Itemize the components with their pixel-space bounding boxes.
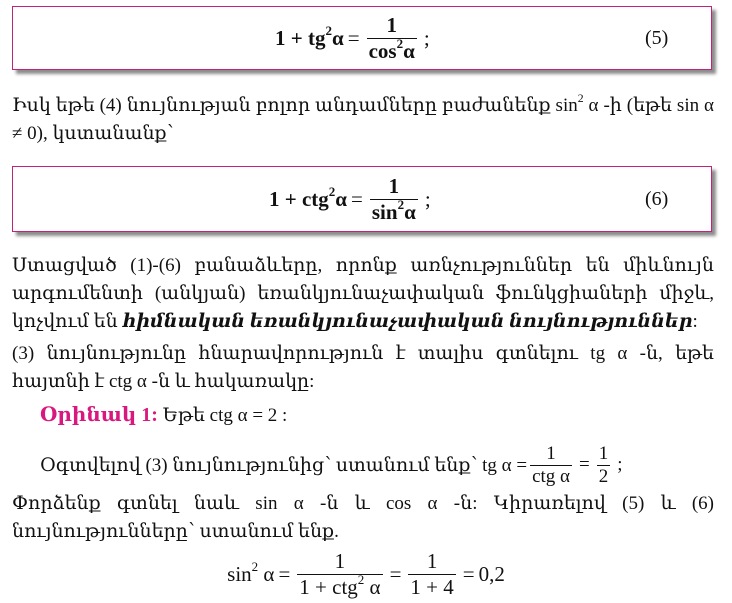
formula-5-lhs: $1 + tg^2\alpha$ — [275, 22, 344, 50]
equation-number-5: (5) — [645, 26, 669, 49]
paragraph-identity-3: (3) նույնությունը հնարավորություն է տալիս գտնելու tg α -ն, եթե հայտնի է ctg α -ն և հակառակը: — [12, 343, 714, 392]
example-heading — [40, 402, 287, 427]
paragraph-divide-identity: Իսկ եթե (4) նույնության բոլոր անդամները բաժանենք $\sin^2 \alpha$ -ի (եթե sin α ≠ 0), կստանանք՝ — [12, 91, 714, 144]
paragraph-basic-identities: Ստացված (1)-(6) բանաձևերը, որոնք առնչություններ են միևնույն արգումենտի (անկյան) եռանկյունաչափական ֆունկցիաների միջև, կոչվում են հիմնական եռանկյունաչափական նույնություններ: — [12, 255, 714, 332]
formula-box-6 — [12, 166, 712, 232]
formula-6-tail: ; — [424, 186, 431, 211]
formula-5-fraction: $\frac{1}{\cos^2\alpha}$ — [368, 13, 415, 63]
line-using-identity-3: Օգտվելով (3) նույնությունից՝ ստանում ենք՝ tg α = $\frac{1}{\text{ctg α}}$ = $\frac{1}{2}$ ; — [40, 440, 627, 490]
formula-6 — [269, 167, 435, 231]
formula-5 — [275, 7, 434, 69]
example-condition: Եթե ctg α = 2 : — [162, 405, 288, 426]
formula-6-equals: = — [351, 186, 363, 211]
paragraph-find-sin-cos: Փորձենք գտնել նաև sin α -ն և cos α -ն: Կիրառելով (5) և (6) նույնությունները՝ ստանում ենք. — [12, 493, 714, 542]
example-label: Օրինակ 1: — [40, 404, 158, 426]
sin-squared-equation: $\sin^2 \alpha$ = $\frac{1}{1 + ctg^2 \alpha}$ = $\frac{1}{1 + 4}$ = 0,2 — [227, 549, 505, 599]
formula-6-fraction: $\frac{1}{\sin^2\alpha}$ — [371, 174, 416, 224]
formula-5-tail: ; — [423, 25, 430, 50]
term-basic-identities: հիմնական եռանկյունաչափական նույնություններ — [122, 311, 693, 332]
formula-box-5 — [12, 6, 712, 70]
tg-fraction-equation: $\frac{1}{\text{ctg α}}$ = $\frac{1}{2}$ ; — [532, 442, 623, 487]
formula-5-equals: = — [347, 25, 360, 50]
equation-number-6: (6) — [645, 187, 669, 210]
formula-6-lhs: 1 + ctg$^2$α — [269, 183, 348, 211]
